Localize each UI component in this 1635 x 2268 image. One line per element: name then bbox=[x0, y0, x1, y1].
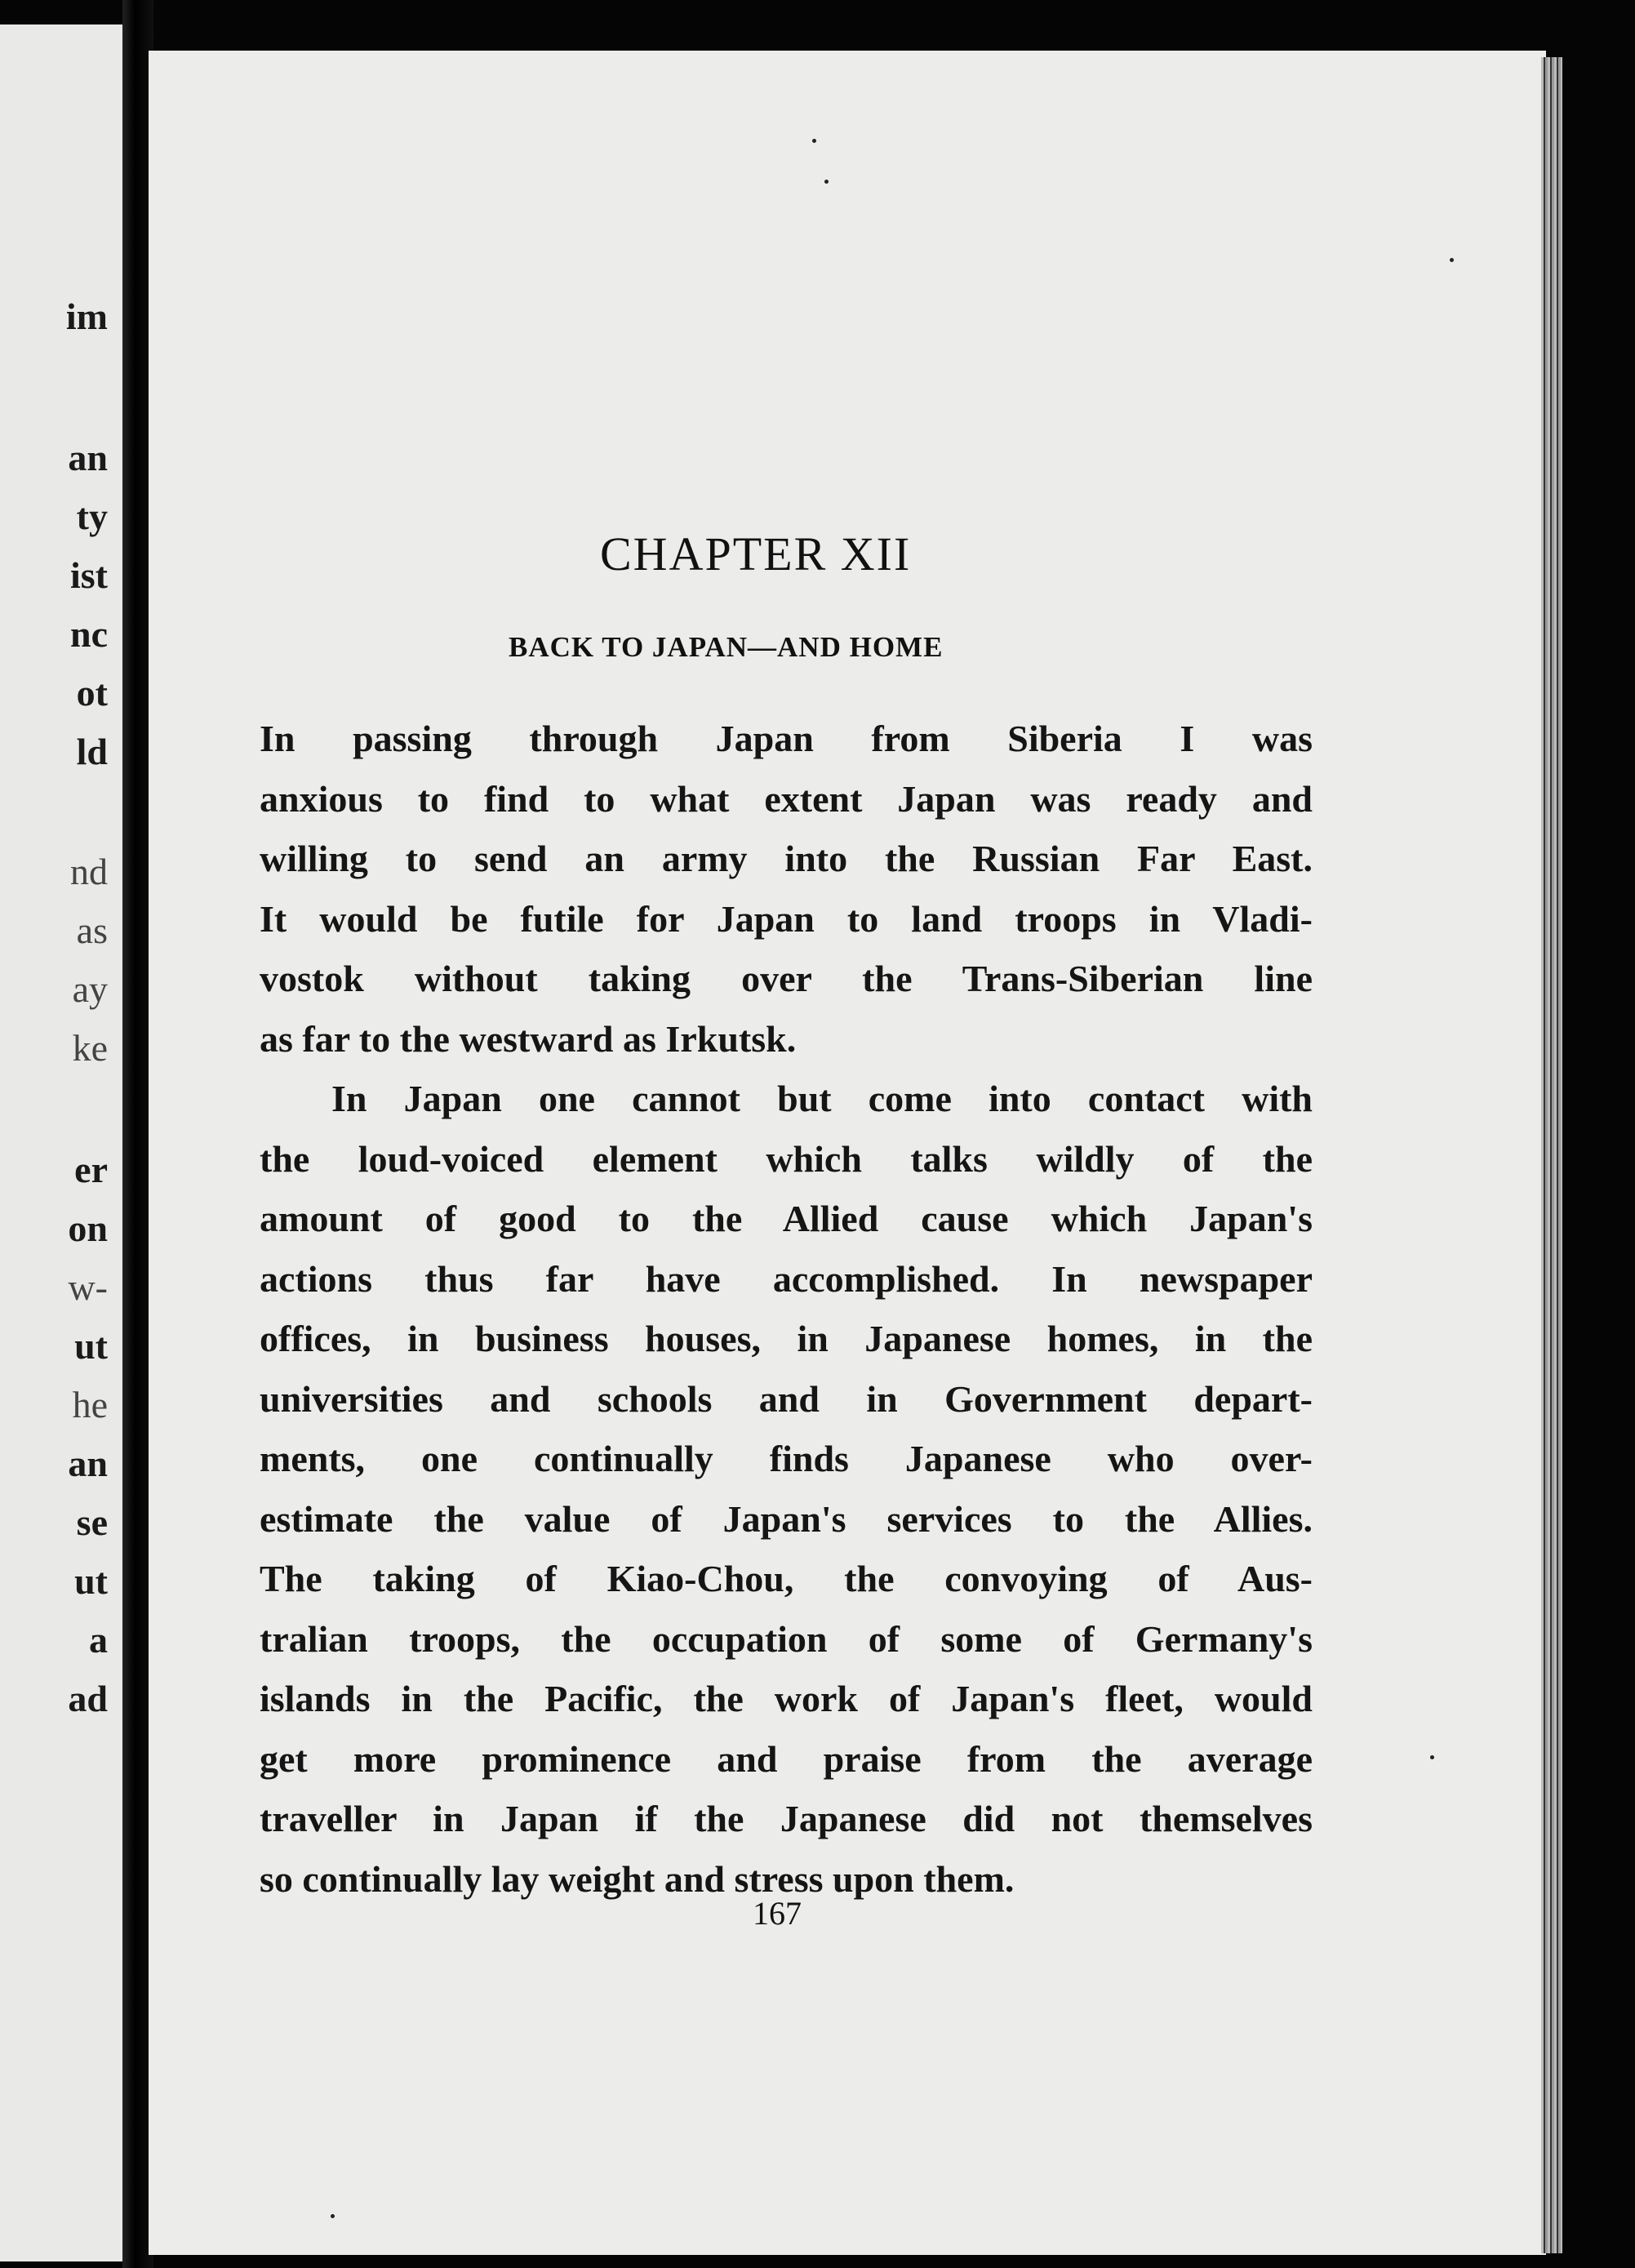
left-page-fragment: on bbox=[68, 1207, 108, 1249]
text-line: so continually lay weight and stress upon them. bbox=[260, 1857, 1015, 1900]
scan-speck bbox=[1450, 258, 1454, 262]
text-line: ments, one continually finds Japanese who over- bbox=[260, 1438, 1313, 1479]
text-line: get more prominence and praise from the average bbox=[260, 1737, 1313, 1780]
previous-page-edge bbox=[0, 24, 122, 2261]
text-line: The taking of Kiao-Chou, the convoying of Aus- bbox=[260, 1558, 1313, 1599]
left-page-fragment: an bbox=[68, 1443, 108, 1484]
left-page-fragment: ty bbox=[76, 496, 108, 537]
scan-speck bbox=[331, 2214, 335, 2218]
text-line: estimate the value of Japan's services to the Allies. bbox=[260, 1497, 1313, 1540]
text-line: In Japan one cannot but come into contact with bbox=[331, 1078, 1313, 1119]
chapter-subtitle: BACK TO JAPAN—AND HOME bbox=[509, 631, 944, 663]
left-page-fragment: ad bbox=[68, 1678, 108, 1719]
scan-speck bbox=[812, 139, 816, 143]
left-page-fragment: ld bbox=[76, 731, 108, 772]
left-page-fragment: im bbox=[65, 296, 108, 337]
left-page-fragment: as bbox=[76, 909, 108, 951]
page-stack-edge bbox=[1541, 57, 1562, 2253]
left-page-fragment: ut bbox=[74, 1560, 108, 1602]
left-page-fragment: a bbox=[89, 1619, 108, 1661]
left-page-fragment: er bbox=[74, 1149, 108, 1190]
text-line: actions thus far have accomplished. In newspaper bbox=[260, 1257, 1313, 1300]
text-line: vostok without taking over the Trans-Siberian line bbox=[260, 958, 1313, 999]
left-page-fragment: w- bbox=[68, 1266, 108, 1308]
text-line: tralian troops, the occupation of some of Germany's bbox=[260, 1617, 1313, 1660]
text-line: as far to the westward as Irkutsk. bbox=[260, 1017, 797, 1060]
text-line: offices, in business houses, in Japanese homes, in the bbox=[260, 1318, 1313, 1359]
text-line: the loud-voiced element which talks wildly of the bbox=[260, 1137, 1313, 1180]
text-line: In passing through Japan from Siberia I was bbox=[260, 718, 1313, 759]
text-line: islands in the Pacific, the work of Japan's fleet, would bbox=[260, 1678, 1313, 1719]
left-page-fragment: an bbox=[68, 437, 108, 478]
left-page-fragment: ke bbox=[72, 1027, 108, 1069]
text-line: willing to send an army into the Russian Far East. bbox=[260, 838, 1313, 879]
left-page-fragment: nd bbox=[70, 851, 108, 892]
scan-speck bbox=[1430, 1755, 1434, 1759]
chapter-title: CHAPTER XII bbox=[600, 527, 912, 580]
text-line: anxious to find to what extent Japan was ready and bbox=[260, 777, 1313, 820]
left-page-fragment: ay bbox=[72, 968, 108, 1010]
left-page-fragment: se bbox=[76, 1501, 108, 1543]
text-line: traveller in Japan if the Japanese did not themselves bbox=[260, 1798, 1313, 1839]
left-page-fragment: nc bbox=[70, 613, 108, 655]
body-text bbox=[260, 709, 1313, 1909]
left-page-fragment: ist bbox=[70, 554, 108, 596]
text-line: It would be futile for Japan to land troops in Vladi- bbox=[260, 897, 1313, 940]
left-page-fragment: he bbox=[72, 1384, 108, 1425]
text-line: universities and schools and in Government depart- bbox=[260, 1377, 1313, 1420]
scan-speck bbox=[824, 180, 829, 184]
left-page-fragment: ut bbox=[74, 1325, 108, 1367]
page-number: 167 bbox=[753, 1895, 802, 1932]
text-line: amount of good to the Allied cause which Japan's bbox=[260, 1198, 1313, 1239]
left-page-fragment: ot bbox=[76, 672, 108, 714]
